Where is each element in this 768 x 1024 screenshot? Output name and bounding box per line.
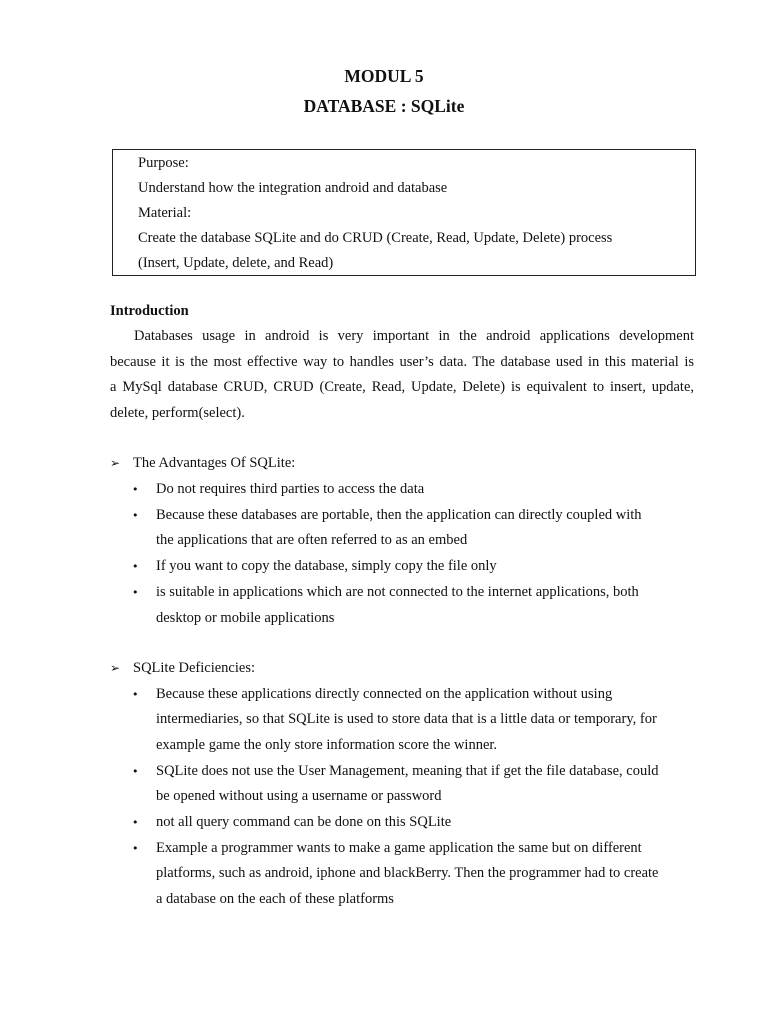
advantages-heading-text: The Advantages Of SQLite: [133,455,296,471]
bullet-icon: • [132,586,139,599]
intro-line-1: Databases usage in android is very important in the android applications development [134,328,694,344]
purpose-box [112,149,696,276]
advantages-heading [110,455,295,472]
list-item-text: is suitable in applications which are not connected to the internet applications, both [156,584,639,600]
list-item-continuation: example game the only store information score the winner. [156,737,498,753]
list-item-continuation: a database on the each of these platforms [156,891,394,907]
arrow-bullet-icon: ➢ [110,456,121,470]
list-item [132,840,642,857]
bullet-icon: • [132,560,139,573]
list-item-text: Because these applications directly connected on the application without using [156,686,613,702]
bullet-icon: • [132,842,139,855]
bullet-icon: • [132,816,139,829]
deficiencies-heading-text: SQLite Deficiencies: [133,660,255,676]
intro-line-4: delete, perform(select). [110,405,245,421]
list-item-text: not all query command can be done on this SQLite [156,814,452,830]
intro-line-2: because it is the most effective way to handles user’s data. The database used in this material is [110,354,694,370]
list-item-continuation: desktop or mobile applications [156,610,335,626]
list-item-text: If you want to copy the database, simply copy the file only [156,558,497,574]
list-item-continuation: intermediaries, so that SQLite is used to store data that is a little data or temporary, for [156,711,657,727]
list-item [132,763,659,780]
purpose-text: Understand how the integration android and database [138,180,448,196]
material-line-1: Create the database SQLite and do CRUD (Create, Read, Update, Delete) process [138,230,613,246]
arrow-bullet-icon: ➢ [110,661,121,675]
bullet-icon: • [132,483,139,496]
list-item-continuation: be opened without using a username or password [156,788,442,804]
list-item-continuation: platforms, such as android, iphone and blackBerry. Then the programmer had to create [156,865,659,881]
deficiencies-heading [110,660,255,677]
material-label: Material: [138,205,192,221]
material-line-2: (Insert, Update, delete, and Read) [138,255,334,271]
list-item [132,686,612,703]
list-item-text: SQLite does not use the User Management, meaning that if get the file database, could [156,763,659,779]
list-item [132,481,424,498]
list-item-text: Do not requires third parties to access the data [156,481,425,497]
intro-line-3: a MySql database CRUD, CRUD (Create, Read, Update, Delete) is equivalent to insert, update, [110,379,694,395]
bullet-icon: • [132,765,139,778]
module-number: MODUL 5 [344,66,424,86]
list-item-continuation: the applications that are often referred to as an embed [156,532,468,548]
introduction-heading: Introduction [110,303,189,319]
bullet-icon: • [132,688,139,701]
list-item [132,584,639,601]
purpose-label: Purpose: [138,155,189,171]
list-item-text: Because these databases are portable, then the application can directly coupled with [156,507,642,523]
list-item [132,558,497,575]
list-item [132,814,451,831]
list-item-text: Example a programmer wants to make a game application the same but on different [156,840,642,856]
bullet-icon: • [132,509,139,522]
page-title: DATABASE : SQLite [303,96,465,116]
list-item [132,507,642,524]
